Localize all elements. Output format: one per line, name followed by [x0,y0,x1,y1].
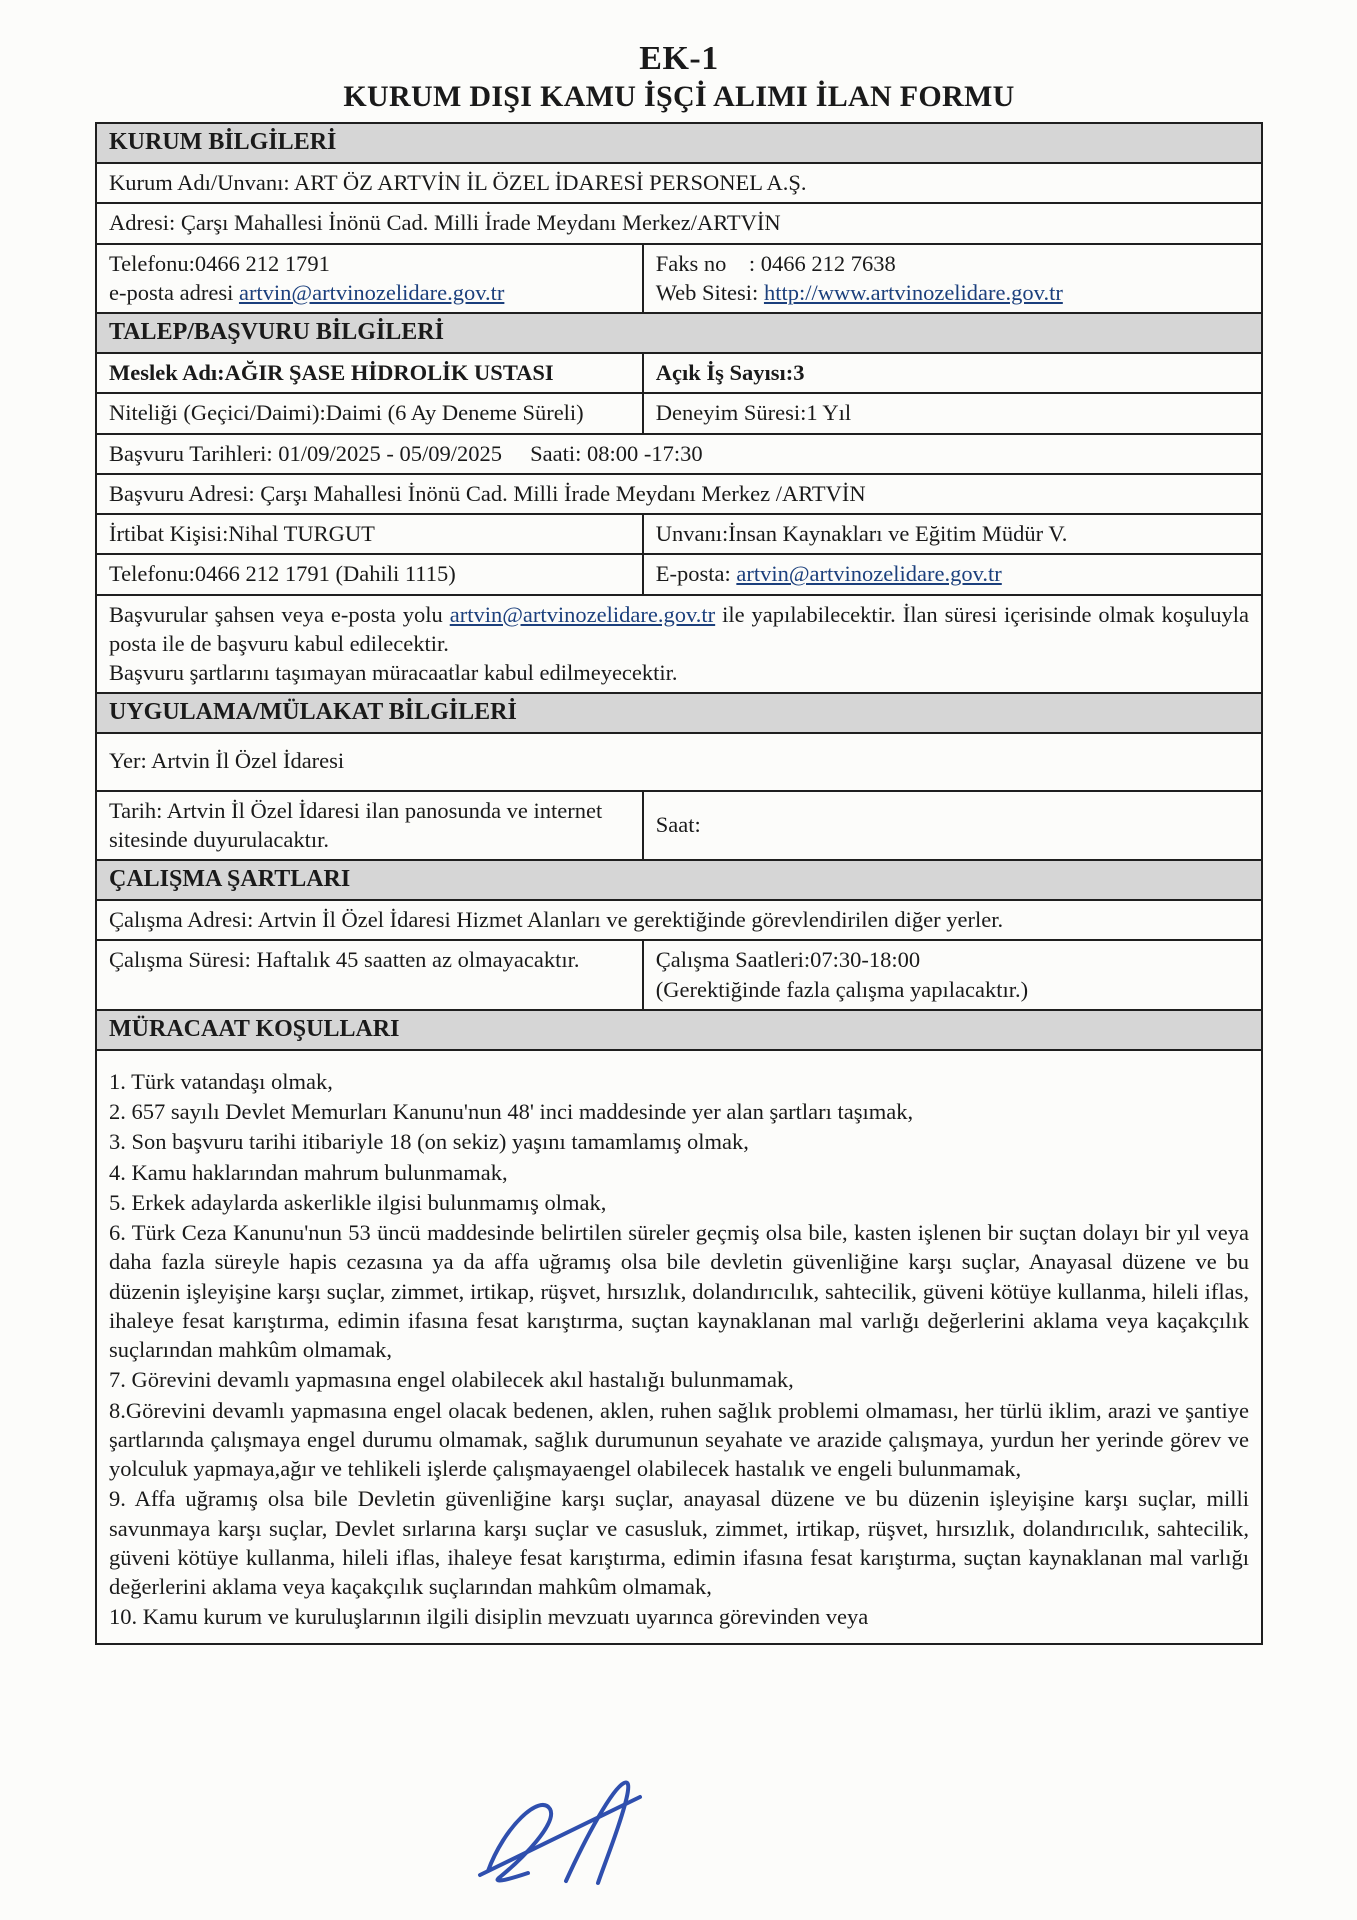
section-header-calisma: ÇALIŞMA ŞARTLARI [109,866,351,892]
web-label: Web Sitesi: [655,279,759,305]
eposta2-label: E-posta: [655,561,731,587]
acik-is-text: Açık İş Sayısı:3 [655,360,805,385]
section-header-mulakat: UYGULAMA/MÜLAKAT BİLGİLERİ [109,699,517,726]
section-row-mulakat [97,694,1261,734]
form-document [95,40,1263,1645]
row-yer [97,734,1261,791]
field-kurum-adi: Kurum Adı/Unvanı: ART ÖZ ARTVİN İL ÖZEL İDARESİ PERSONEL A.Ş. [109,170,807,195]
field-acik-is-sayisi [642,354,1261,392]
email-link-2[interactable]: artvin@artvinozelidare.gov.tr [736,561,1002,587]
row-calisma-suresi [97,941,1261,1011]
section-header-kurum: KURUM BİLGİLERİ [109,129,337,155]
field-eposta [109,278,630,307]
cell-faks-web [642,245,1261,313]
not1-text-a: Başvurular şahsen veya e-posta yolu [109,601,443,627]
form-tag: EK-1 [639,40,719,77]
section-row-talep [97,314,1261,354]
field-calisma-adresi: Çalışma Adresi: Artvin İl Özel İdaresi Hizmet Alanları ve gerektiğinde görevlendirilen diğer yerler. [109,907,1004,932]
section-header-muracaat: MÜRACAAT KOŞULLARI [109,1015,400,1042]
kosul-item-9: 9. Affa uğramış olsa bile Devletin güvenliğine karşı suçlar, anayasal düzene ve bu düzenin işleyişine karşı suçlar, milli savunmaya karşı suçlar, Devlet sırlarına karşı suçlar ve casusluk, zimmet, irtikap, rüşvet, hırsızlık, dolandırıcılık, sahtecilik, güveni kötüye kullanma, hileli iflas, ihaleye fesat karıştırma, edimin ifasına fesat karıştırma, suçtan kaynaklanan mal varlığı değerlerini aklama veya kaçakçılık suçlarından mahkûm olmamak, [109,1486,1249,1599]
field-telefon: Telefonu:0466 212 1791 [109,250,330,276]
field-yer: Yer: Artvin İl Özel İdaresi [109,748,345,774]
field-kurum-adres: Adresi: Çarşı Mahallesi İnönü Cad. Milli İrade Meydanı Merkez/ARTVİN [109,210,781,236]
kosul-item-6: 6. Türk Ceza Kanunu'nun 53 üncü maddesinde belirtilen süreler geçmiş olsa bile, kasten işlenen bir suçtan dolayı bir yıl veya daha fazla süreyle hapis cezasına ya da affa uğramış olsa bile devletin güvenliğine karşı suçlar, Anayasal düzene ve bu düzenin işleyişine karşı suçlar, zimmet, irtikap, rüşvet, hırsızlık, dolandırıcılık, sahtecilik, güveni kötüye kullanma, hileli iflas, ihaleye fesat karıştırma, edimin ifasına fesat karıştırma, suçtan kaynaklanan mal varlığı değerlerini aklama veya kaçakçılık suçlarından mahkûm olmamak, [109,1220,1249,1362]
field-nitelik: Niteliği (Geçici/Daimi):Daimi (6 Ay Deneme Süreli) [109,400,584,426]
field-eposta2 [642,555,1261,593]
field-calisma-saatleri: Çalışma Saatleri:07:30-18:00 [655,947,921,973]
row-nitelik [97,394,1261,434]
kosul-item-3: 3. Son başvuru tarihi itibariyle 18 (on sekiz) yaşını tamamlamış olmak, [109,1129,749,1155]
field-tarih: Tarih: Artvin İl Özel İdaresi ilan panosunda ve internet sitesinde duyurulacaktır. [109,797,603,852]
basvuru-not-1 [109,600,1249,659]
cell-muracaat-listesi [97,1051,1261,1643]
email-link-3[interactable]: artvin@artvinozelidare.gov.tr [449,601,716,627]
kosul-item-8: 8.Görevini devamlı yapmasına engel olacak bedenen, aklen, ruhen sağlık problemi olmaması, her türlü iklim, arazi ve şantiye şartlarında çalışmaya engel durumu olmamak, sağlık durumunun seyahate ve arazide çalışmaya, yurdun her yerinde görev ve yolculuk yapmaya,ağır ve tehlikeli işlerde çalışmayaengel olabilecek hastalık ve engeli bulunmamak, [109,1397,1249,1481]
row-kurum-adres [97,204,1261,244]
field-irtibat-kisisi: İrtibat Kişisi:Nihal TURGUT [109,521,375,546]
field-saat [642,792,1261,860]
row-tarih-saat [97,792,1261,862]
kosul-item-1: 1. Türk vatandaşı olmak, [109,1068,333,1094]
row-kurum-adi [97,164,1261,204]
kosul-item-4: 4. Kamu haklarından mahrum bulunmamak, [109,1159,508,1185]
field-meslek-adi: Meslek Adı:AĞIR ŞASE HİDROLİK USTASI [109,360,554,385]
row-basvuru-notlari [97,596,1261,695]
field-fazla-calisma: (Gerektiğinde fazla çalışma yapılacaktır.) [655,976,1029,1002]
field-calisma-suresi: Çalışma Süresi: Haftalık 45 saatten az olmayacaktır. [109,947,580,973]
kosul-item-7: 7. Görevini devamlı yapmasına engel olabilecek akıl hastalığı bulunmamak, [109,1367,794,1393]
saat-text: Saat: [655,812,701,838]
row-muracaat-listesi [97,1051,1261,1643]
cell-basvuru-notlari [97,596,1261,693]
field-web [656,278,1249,307]
website-link[interactable]: http://www.artvinozelidare.gov.tr [763,279,1063,305]
row-calisma-adresi [97,901,1261,941]
row-telefon-faks [97,245,1261,315]
field-telefon2: Telefonu:0466 212 1791 (Dahili 1115) [109,561,456,587]
signature-mark [470,1775,690,1895]
section-header-talep: TALEP/BAŞVURU BİLGİLERİ [109,319,444,345]
cell-calisma-saatleri [642,941,1261,1009]
field-basvuru-adresi: Başvuru Adresi: Çarşı Mahallesi İnönü Cad. Milli İrade Meydanı Merkez /ARTVİN [109,480,866,506]
row-basvuru-tarihleri [97,435,1261,475]
form-table [95,122,1263,1645]
section-row-calisma [97,861,1261,901]
deneyim-text: Deneyim Süresi:1 Yıl [655,400,852,426]
not1-text-b: ile yapılabilecektir. İlan süresi içerisinde olmak koşuluyla posta ile de başvuru kabul edilecektir. [109,601,1250,656]
field-faks: Faks no : 0466 212 7638 [655,250,896,276]
cell-telefon-eposta [97,245,642,313]
page-title: KURUM DIŞI KAMU İŞÇİ ALIMI İLAN FORMU [343,80,1015,113]
section-row-kurum [97,124,1261,164]
eposta-label: e-posta adresi [109,279,234,305]
row-basvuru-adresi [97,475,1261,515]
field-basvuru-tarihleri: Başvuru Tarihleri: 01/09/2025 - 05/09/2025 Saati: 08:00 -17:30 [109,440,703,466]
basvuru-not-2: Başvuru şartlarını taşımayan müracaatlar kabul edilmeyecektir. [109,660,678,685]
field-unvan: Unvanı:İnsan Kaynakları ve Eğitim Müdür V. [642,515,1261,553]
section-row-muracaat [97,1011,1261,1051]
kosul-item-5: 5. Erkek adaylarda askerlikle ilgisi bulunmamış olmak, [109,1189,607,1215]
kosul-item-10: 10. Kamu kurum ve kuruluşlarının ilgili disiplin mevzuatı uyarınca görevinden veya [109,1604,869,1630]
kosul-item-2: 2. 657 sayılı Devlet Memurları Kanunu'nun 48' inci maddesinde yer alan şartları taşımak, [109,1099,914,1124]
row-irtibat [97,515,1261,555]
row-telefon2 [97,555,1261,595]
row-meslek [97,354,1261,394]
email-link[interactable]: artvin@artvinozelidare.gov.tr [238,279,505,305]
field-deneyim [642,394,1261,432]
